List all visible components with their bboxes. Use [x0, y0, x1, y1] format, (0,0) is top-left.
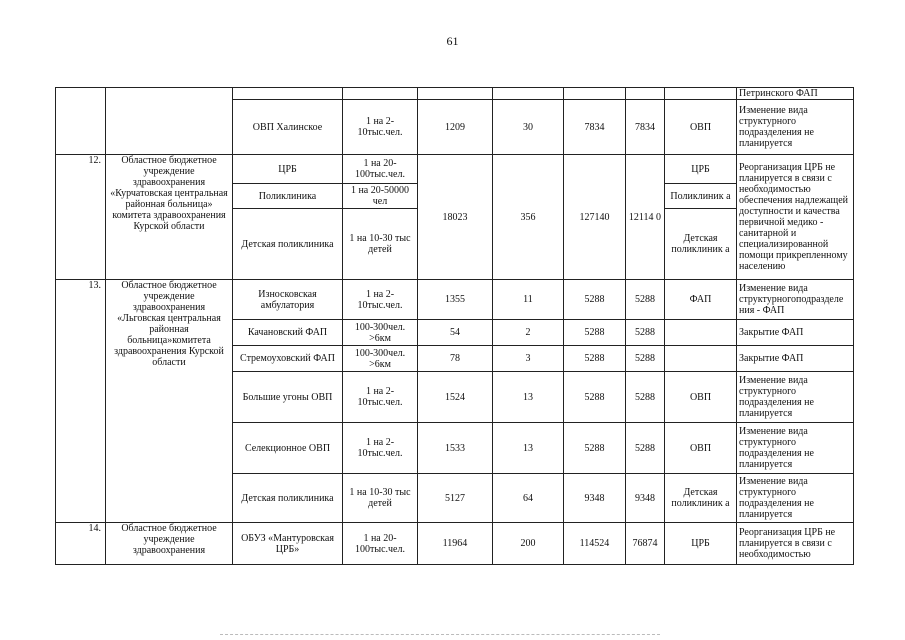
population-cell: 5127	[418, 474, 493, 523]
population3-cell: 5288	[626, 346, 665, 372]
type-cell: ЦРБ	[665, 155, 737, 184]
type-cell: Детская поликлиник а	[665, 209, 737, 280]
population3-cell: 5288	[626, 320, 665, 346]
population2-cell: 5288	[564, 320, 626, 346]
norm-cell: 1 на 20-100тыс.чел.	[343, 155, 418, 184]
distance-cell: 13	[493, 423, 564, 474]
facility-cell: Стремоуховский ФАП	[233, 346, 343, 372]
remark-cell: Реорганизация ЦРБ не планируется в связи с необходимостью обеспечения надлежащей доступности и качества первичной медико - санитарной и специализированной помощи прикрепленному населению	[737, 155, 854, 280]
population2-cell: 7834	[564, 100, 626, 155]
norm-cell: 1 на 2-10тыс.чел.	[343, 280, 418, 320]
remark-cell: Изменение вида структурного подразделения не планируется	[737, 474, 854, 523]
type-cell: ЦРБ	[665, 523, 737, 565]
population2-cell: 127140	[564, 155, 626, 280]
population-cell: 78	[418, 346, 493, 372]
organization-cell: Областное бюджетное учреждение здравоохранения	[106, 523, 233, 565]
population2-cell: 114524	[564, 523, 626, 565]
norm-cell: 1 на 2-10тыс.чел.	[343, 100, 418, 155]
facility-cell: Поликлиника	[233, 184, 343, 209]
organization-cell: Областное бюджетное учреждение здравоохранения «Льговская центральная районная больница»комитета здравоохранения Курской области	[106, 280, 233, 523]
population-cell: 1533	[418, 423, 493, 474]
distance-cell: 13	[493, 372, 564, 423]
type-cell	[665, 346, 737, 372]
remark-cell: Изменение вида структурного подразделения не планируется	[737, 372, 854, 423]
table-row	[56, 88, 854, 100]
population3-cell: 5288	[626, 280, 665, 320]
facility-cell: Износковская амбулатория	[233, 280, 343, 320]
distance-cell: 2	[493, 320, 564, 346]
type-cell: ОВП	[665, 100, 737, 155]
norm-cell: 1 на 10-30 тыс детей	[343, 474, 418, 523]
population-cell: 1524	[418, 372, 493, 423]
norm-cell: 100-300чел. >6км	[343, 346, 418, 372]
facility-cell: Селекционное ОВП	[233, 423, 343, 474]
page-number: 61	[446, 34, 459, 48]
remark-cell: Изменение вида структурного подразделения не планируется	[737, 100, 854, 155]
population2-cell: 9348	[564, 474, 626, 523]
population-cell: 18023	[418, 155, 493, 280]
population3-cell: 5288	[626, 372, 665, 423]
population-cell: 1209	[418, 100, 493, 155]
remark-cell: Петринского ФАП	[737, 88, 854, 100]
norm-cell: 100-300чел. >6км	[343, 320, 418, 346]
population2-cell: 5288	[564, 280, 626, 320]
population3-cell: 12114 0	[626, 155, 665, 280]
type-cell: Детская поликлиник а	[665, 474, 737, 523]
type-cell: ОВП	[665, 372, 737, 423]
distance-cell: 64	[493, 474, 564, 523]
distance-cell: 356	[493, 155, 564, 280]
organization-cell: Областное бюджетное учреждение здравоохранения «Курчатовская центральная районная больница» комитета здравоохранения Курской области	[106, 155, 233, 280]
population2-cell: 5288	[564, 423, 626, 474]
population3-cell: 5288	[626, 423, 665, 474]
distance-cell: 200	[493, 523, 564, 565]
row-number: 12.	[56, 155, 106, 280]
population-cell: 11964	[418, 523, 493, 565]
remark-cell: Реорганизация ЦРБ не планируется в связи с необходимостью	[737, 523, 854, 565]
facility-cell: Детская поликлиника	[233, 474, 343, 523]
norm-cell: 1 на 2-10тыс.чел.	[343, 423, 418, 474]
norm-cell: 1 на 20-100тыс.чел.	[343, 523, 418, 565]
population3-cell: 9348	[626, 474, 665, 523]
type-cell: ОВП	[665, 423, 737, 474]
facility-cell: ОБУЗ «Мантуровская ЦРБ»	[233, 523, 343, 565]
facility-cell: Детская поликлиника	[233, 209, 343, 280]
population3-cell: 7834	[626, 100, 665, 155]
type-cell: Поликлиник а	[665, 184, 737, 209]
remark-cell: Изменение вида структурного подразделения не планируется	[737, 423, 854, 474]
row-number: 13.	[56, 280, 106, 523]
distance-cell: 30	[493, 100, 564, 155]
population2-cell: 5288	[564, 372, 626, 423]
population2-cell: 5288	[564, 346, 626, 372]
remark-cell: Закрытие ФАП	[737, 346, 854, 372]
type-cell: ФАП	[665, 280, 737, 320]
facility-table	[55, 87, 854, 565]
norm-cell: 1 на 10-30 тыс детей	[343, 209, 418, 280]
remark-cell: Изменение вида структурногоподразделе ния - ФАП	[737, 280, 854, 320]
row-number: 14.	[56, 523, 106, 565]
table-row	[56, 280, 854, 320]
facility-cell: ОВП Халинское	[233, 100, 343, 155]
table-row	[56, 155, 854, 184]
table-row	[56, 523, 854, 565]
remark-cell: Закрытие ФАП	[737, 320, 854, 346]
facility-cell: Большие угоны ОВП	[233, 372, 343, 423]
population-cell: 1355	[418, 280, 493, 320]
type-cell	[665, 320, 737, 346]
facility-cell: Качановский ФАП	[233, 320, 343, 346]
scan-artifact-line	[220, 634, 660, 635]
facility-cell: ЦРБ	[233, 155, 343, 184]
population-cell: 54	[418, 320, 493, 346]
distance-cell: 3	[493, 346, 564, 372]
distance-cell: 11	[493, 280, 564, 320]
norm-cell: 1 на 20-50000 чел	[343, 184, 418, 209]
population3-cell: 76874	[626, 523, 665, 565]
norm-cell: 1 на 2-10тыс.чел.	[343, 372, 418, 423]
